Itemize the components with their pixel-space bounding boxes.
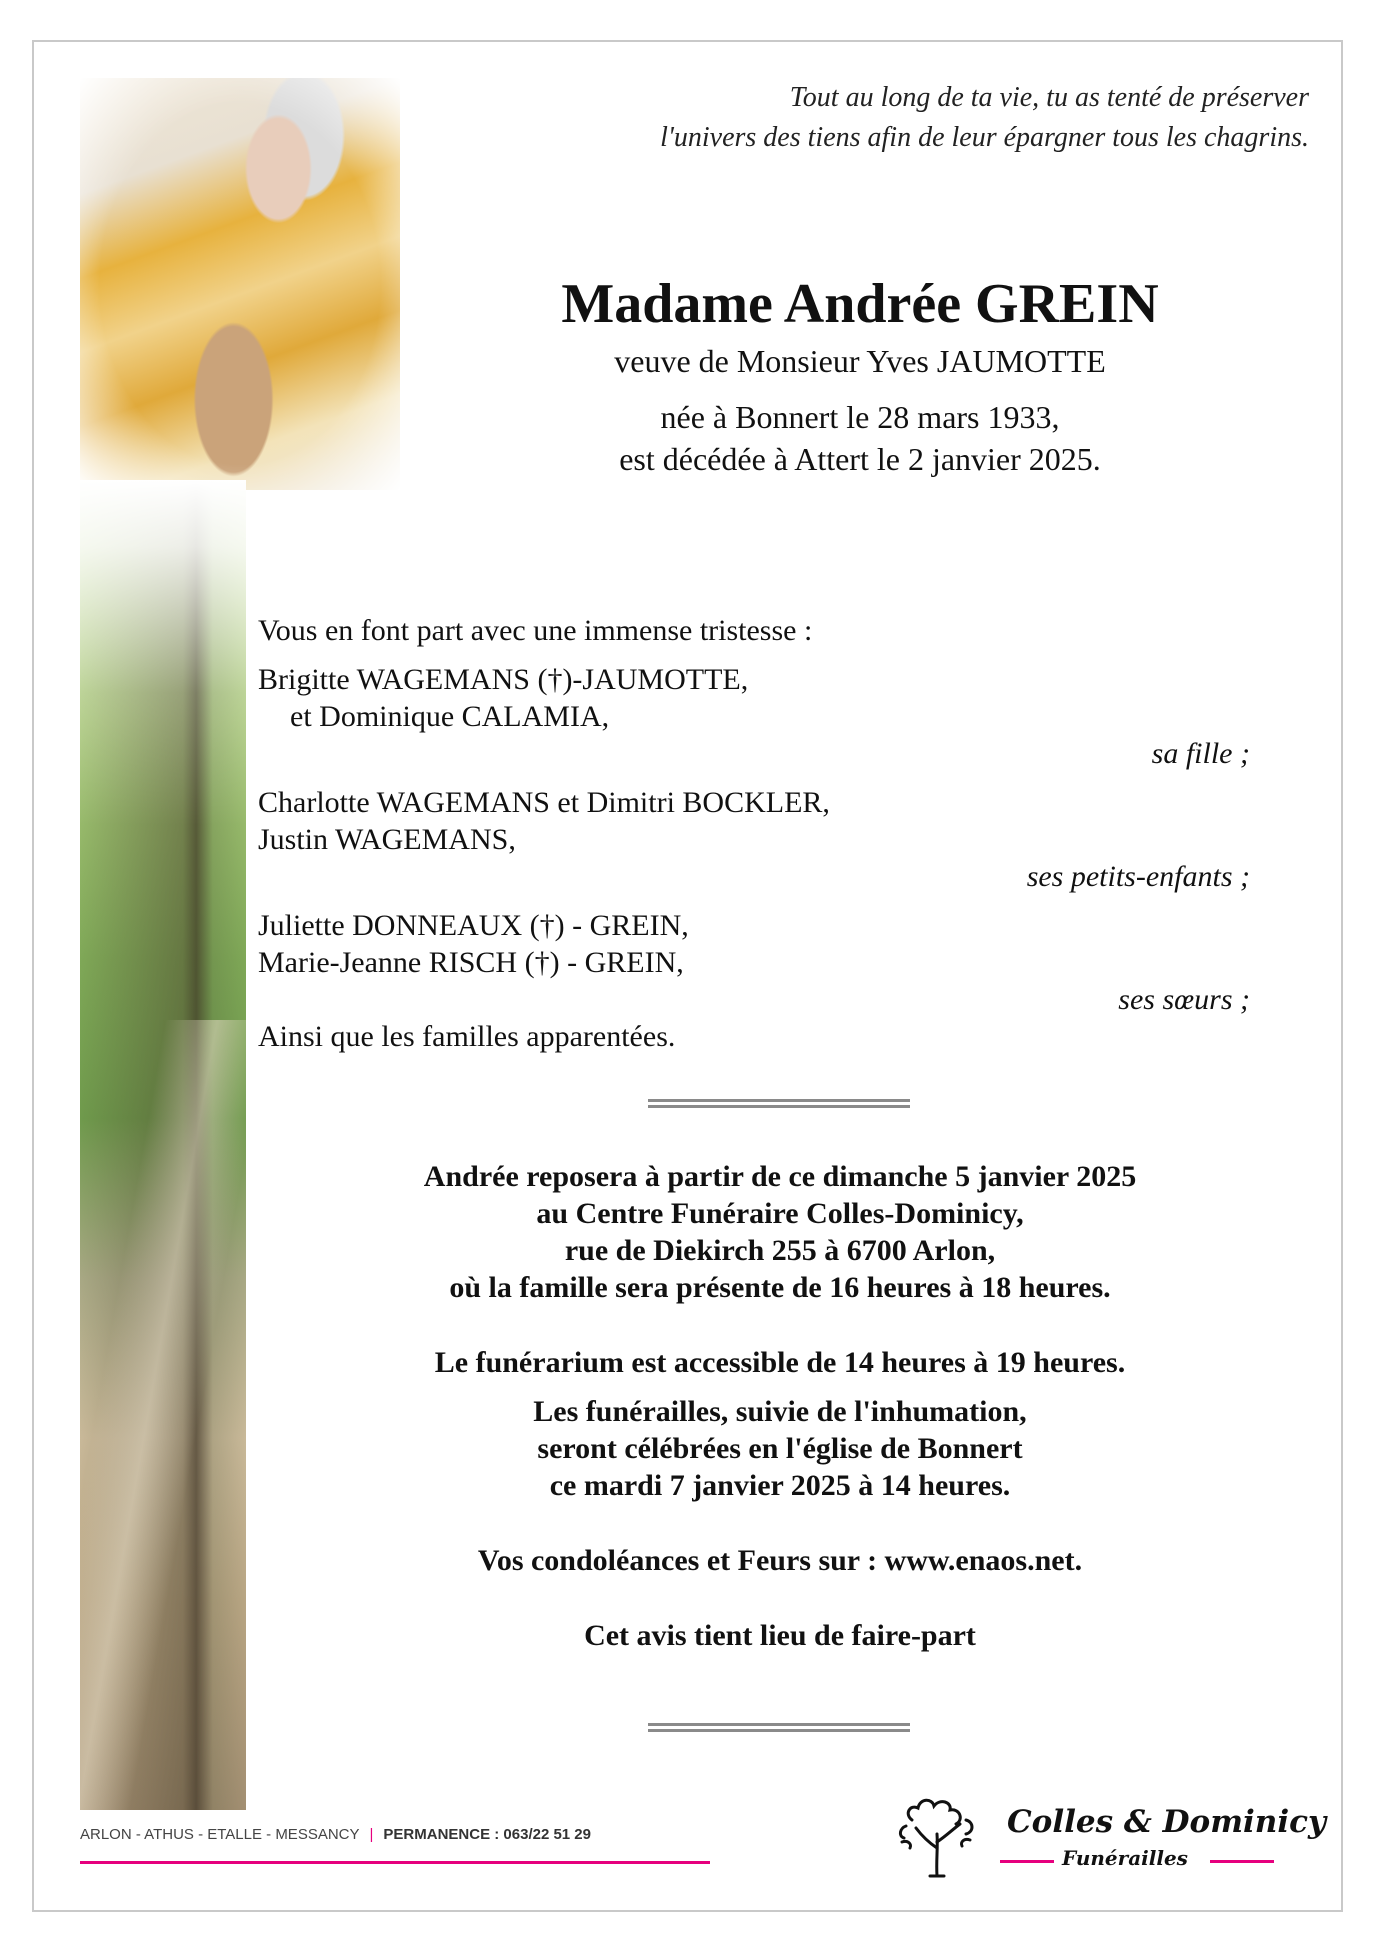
info-line-2: au Centre Funéraire Colles-Dominicy, bbox=[536, 1197, 1024, 1230]
logo-accent-left bbox=[1000, 1860, 1054, 1863]
funeral-info bbox=[300, 1158, 1260, 1654]
spouse-line: veuve de Monsieur Yves JAUMOTTE bbox=[614, 343, 1106, 379]
notice-line: Cet avis tient lieu de faire-part bbox=[584, 1619, 976, 1652]
death-line: est décédée à Attert le 2 janvier 2025. bbox=[619, 441, 1101, 477]
funeral-home-logo bbox=[882, 1790, 1326, 1880]
info-line-3: rue de Diekirch 255 à 6700 Arlon, bbox=[564, 1234, 996, 1267]
info-line-5: Le funérarium est accessible de 14 heures à 19 heures. bbox=[434, 1346, 1126, 1379]
sister-line-2: Marie-Jeanne RISCH (†) - GREIN, bbox=[258, 946, 684, 979]
info-line-1: Andrée reposera à partir de ce dimanche 5 janvier 2025 bbox=[423, 1160, 1137, 1193]
sister-relation: ses sœurs ; bbox=[1118, 983, 1250, 1016]
quote-line-2: l'univers des tiens afin de leur épargner tous les chagrins. bbox=[660, 122, 1309, 153]
epitaph-quote bbox=[489, 78, 1309, 158]
daughter-relation: sa fille ; bbox=[1151, 737, 1250, 770]
logo-subtitle: Funérailles bbox=[1062, 1846, 1188, 1870]
footer-contact bbox=[80, 1826, 591, 1843]
closing-line: Ainsi que les familles apparentées. bbox=[258, 1020, 676, 1053]
daughter-line-2: et Dominique CALAMIA, bbox=[290, 700, 610, 733]
grandchildren-line-1: Charlotte WAGEMANS et Dimitri BOCKLER, bbox=[258, 786, 830, 819]
quote-line-1: Tout au long de ta vie, tu as tenté de préserver bbox=[789, 82, 1309, 113]
footer-locations: ARLON - ATHUS - ETALLE - MESSANCY bbox=[80, 1826, 360, 1843]
footer-permanence: PERMANENCE : 063/22 51 29 bbox=[383, 1826, 591, 1843]
portrait-photo bbox=[80, 78, 400, 490]
info-line-6: Les funérailles, suivie de l'inhumation, bbox=[533, 1395, 1027, 1428]
tree-logo-icon bbox=[882, 1790, 992, 1880]
sister-line-1: Juliette DONNEAUX (†) - GREIN, bbox=[258, 909, 689, 942]
birth-line: née à Bonnert le 28 mars 1933, bbox=[660, 399, 1060, 435]
deceased-name: Madame Andrée GREIN bbox=[561, 273, 1159, 335]
announcement-intro: Vous en font part avec une immense tristesse : bbox=[258, 614, 813, 647]
footer-separator: | bbox=[369, 1826, 374, 1843]
condolences-line: Vos condoléances et Feurs sur : www.enaos.net. bbox=[477, 1544, 1083, 1577]
grandchildren-line-2: Justin WAGEMANS, bbox=[258, 823, 516, 856]
logo-accent-right bbox=[1210, 1860, 1274, 1863]
info-line-7: seront célébrées en l'église de Bonnert bbox=[537, 1432, 1023, 1465]
family-announcement bbox=[258, 612, 1258, 1055]
divider-bottom bbox=[648, 1723, 910, 1732]
footer-accent-line bbox=[80, 1861, 710, 1864]
logo-name: Colles & Dominicy bbox=[1007, 1804, 1326, 1840]
forest-path-light bbox=[80, 1020, 246, 1810]
daughter-line-1: Brigitte WAGEMANS (†)-JAUMOTTE, bbox=[258, 663, 749, 696]
info-line-4: où la famille sera présente de 16 heures à 18 heures. bbox=[449, 1271, 1111, 1304]
grandchildren-relation: ses petits-enfants ; bbox=[1026, 860, 1250, 893]
info-line-8: ce mardi 7 janvier 2025 à 14 heures. bbox=[549, 1469, 1011, 1502]
divider-top bbox=[648, 1099, 910, 1108]
